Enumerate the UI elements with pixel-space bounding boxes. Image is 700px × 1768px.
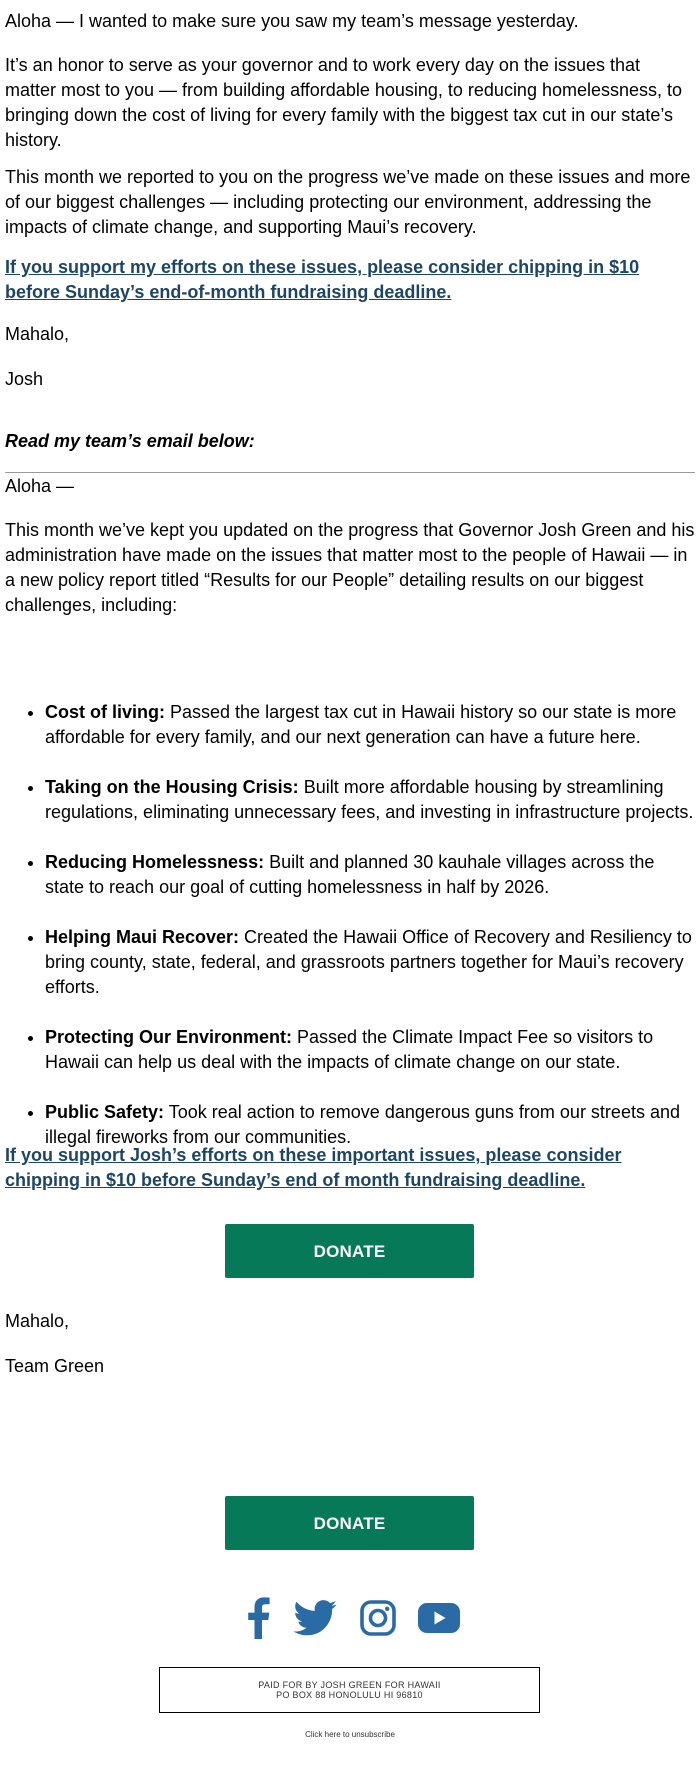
- list-item: [45, 775, 695, 825]
- paid-for-address: PO BOX 88 HONOLULU HI 96810: [276, 1690, 423, 1700]
- intro-donate-link[interactable]: If you support my efforts on these issues, please consider chipping in $10 before Sunday’s end-of-month fundraising deadline.: [5, 257, 640, 302]
- intro-signature: Josh: [5, 369, 44, 389]
- issue-text: Created the Hawaii Office of Recovery and Resiliency to bring county, state, federal, and grassroots partners together for Maui’s recovery efforts.: [45, 927, 692, 997]
- footer-donate-button[interactable]: DONATE: [225, 1496, 474, 1550]
- issue-text: Built and planned 30 kauhale villages across the state to reach our goal of cutting homelessness in half by 2026.: [45, 852, 655, 897]
- team-email-signoff: Mahalo,: [5, 1311, 70, 1331]
- list-item: [45, 850, 695, 900]
- issue-title: Helping Maui Recover:: [45, 927, 240, 947]
- facebook-icon[interactable]: [245, 1597, 271, 1639]
- team-email-cta-paragraph: [5, 1143, 695, 1193]
- issue-text: Took real action to remove dangerous guns from our streets and illegal fireworks from our communities.: [45, 1102, 680, 1147]
- issue-text: Passed the largest tax cut in Hawaii history so our state is more affordable for every family, and our next generation can have a future here.: [45, 702, 677, 747]
- intro-cta-paragraph: [5, 255, 695, 305]
- donate-button[interactable]: DONATE: [225, 1224, 474, 1278]
- team-email-intro: This month we’ve kept you updated on the progress that Governor Josh Green and his administration have made on the issues that matter most to the people of Hawaii — in a new policy report titled “Results for our People” detailing results on our biggest challenges, including:: [5, 520, 695, 615]
- issue-title: Cost of living:: [45, 702, 165, 722]
- team-email-donate-link[interactable]: If you support Josh’s efforts on these important issues, please consider chipping in $10 before Sunday’s end of month fundraising deadline.: [5, 1145, 622, 1190]
- youtube-icon[interactable]: [418, 1603, 460, 1633]
- intro-signoff: Mahalo,: [5, 324, 70, 344]
- issues-list: [5, 700, 695, 1150]
- unsubscribe-link[interactable]: Click here to unsubscribe: [305, 1730, 395, 1739]
- intro-greeting: Aloha — I wanted to make sure you saw my team’s message yesterday.: [5, 11, 579, 31]
- issue-title: Protecting Our Environment:: [45, 1027, 293, 1047]
- issue-title: Public Safety:: [45, 1102, 165, 1122]
- paid-for-disclaimer: [159, 1667, 540, 1713]
- intro-paragraph-progress: This month we reported to you on the progress we’ve made on these issues and more of our biggest challenges — including protecting our environment, addressing the impacts of climate change, and supporting Maui’s recovery.: [5, 167, 691, 237]
- section-divider: [5, 472, 695, 473]
- list-item: [45, 925, 695, 1000]
- issue-text: Passed the Climate Impact Fee so visitors to Hawaii can help us deal with the impacts of climate change on our state.: [45, 1027, 654, 1072]
- list-item: [45, 1025, 695, 1075]
- issue-title: Reducing Homelessness:: [45, 852, 265, 872]
- social-links: [245, 1594, 460, 1642]
- team-email-greeting: Aloha —: [5, 476, 75, 496]
- twitter-icon[interactable]: [293, 1600, 337, 1636]
- instagram-icon[interactable]: [360, 1600, 396, 1636]
- intro-paragraph-honor: It’s an honor to serve as your governor and to work every day on the issues that matter most to you — from building affordable housing, to reducing homelessness, to bringing down the cost of living for every family with the biggest tax cut in our state’s history.: [5, 55, 683, 150]
- list-item: [45, 700, 695, 750]
- team-email-signature: Team Green: [5, 1356, 105, 1376]
- paid-for-line: PAID FOR BY JOSH GREEN FOR HAWAII: [258, 1680, 441, 1690]
- team-email-heading: Read my team’s email below:: [5, 431, 255, 451]
- issue-title: Taking on the Housing Crisis:: [45, 777, 299, 797]
- issue-text: Built more affordable housing by streamlining regulations, eliminating unnecessary fees, and investing in infrastructure projects.: [45, 777, 694, 822]
